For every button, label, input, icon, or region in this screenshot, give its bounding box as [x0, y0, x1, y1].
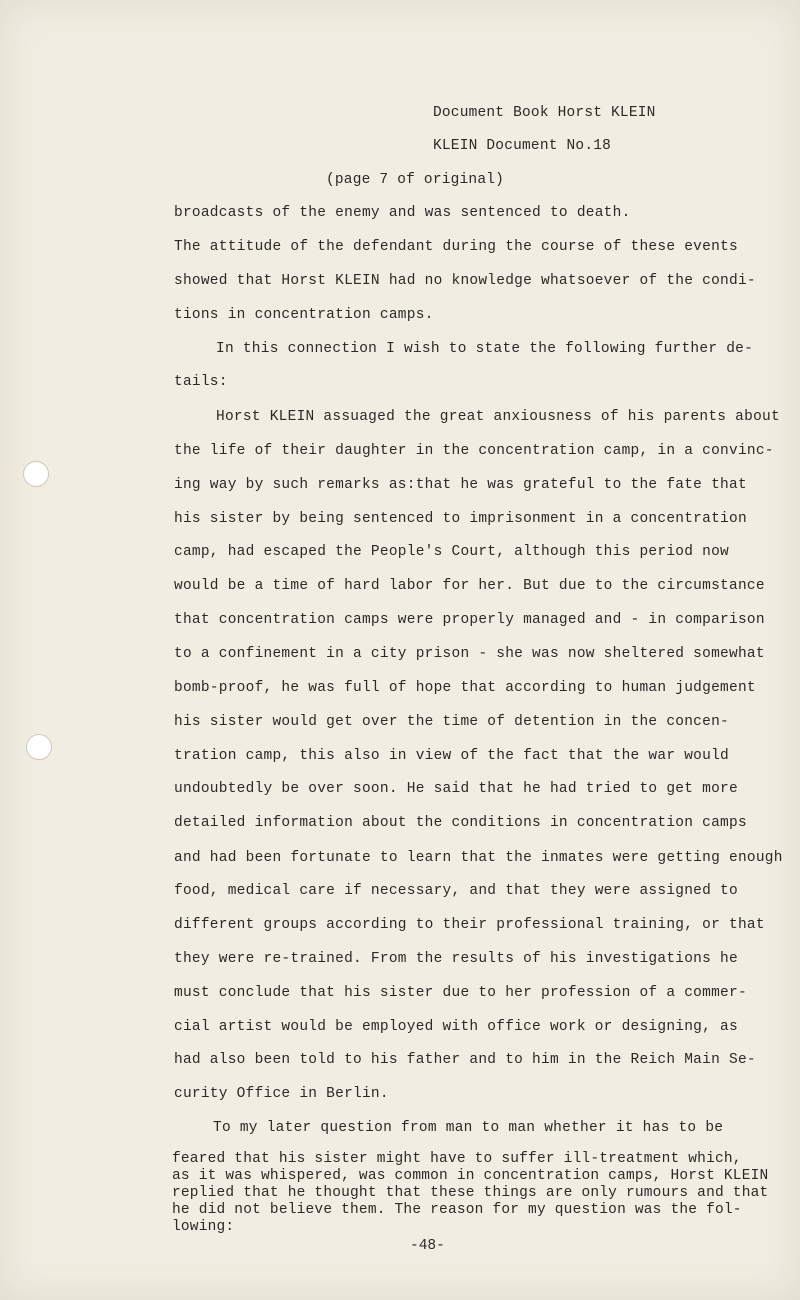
text-line: camp, had escaped the People's Court, although this period now	[174, 544, 729, 560]
text-line: tration camp, this also in view of the fact that the war would	[174, 748, 729, 764]
text-line: undoubtedly be over soon. He said that he had tried to get more	[174, 781, 738, 797]
punch-hole-bottom	[26, 734, 52, 760]
text-line: feared that his sister might have to suffer ill-treatment which,	[172, 1151, 742, 1167]
text-line: The attitude of the defendant during the course of these events	[174, 239, 738, 255]
document-number: KLEIN Document No.18	[433, 138, 612, 154]
text-line: would be a time of hard labor for her. But due to the circumstance	[174, 578, 765, 594]
text-line: tails:	[174, 374, 228, 390]
text-line: the life of their daughter in the concentration camp, in a convinc-	[174, 443, 774, 459]
text-line: broadcasts of the enemy and was sentenced to death.	[174, 205, 631, 221]
text-line: had also been told to his father and to him in the Reich Main Se-	[174, 1052, 756, 1068]
document-book-title: Document Book Horst KLEIN	[433, 105, 656, 121]
text-line: cial artist would be employed with office work or designing, as	[174, 1019, 738, 1035]
text-line: lowing:	[172, 1219, 235, 1235]
text-line: his sister by being sentenced to imprisonment in a concentration	[174, 511, 747, 527]
text-line: ing way by such remarks as:that he was grateful to the fate that	[174, 477, 747, 493]
text-line: must conclude that his sister due to her profession of a commer-	[174, 985, 747, 1001]
text-line: In this connection I wish to state the following further de-	[216, 341, 754, 357]
text-line: replied that he thought that these things are only rumours and that	[172, 1185, 769, 1201]
text-line: they were re-trained. From the results of his investigations he	[174, 951, 738, 967]
text-line: Horst KLEIN assuaged the great anxiousness of his parents about	[216, 409, 780, 425]
text-line: food, medical care if necessary, and that they were assigned to	[174, 883, 738, 899]
text-line: curity Office in Berlin.	[174, 1086, 389, 1102]
text-line: detailed information about the conditions in concentration camps	[174, 815, 747, 831]
text-line: showed that Horst KLEIN had no knowledge whatsoever of the condi-	[174, 273, 756, 289]
text-line: he did not believe them. The reason for my question was the fol-	[172, 1202, 742, 1218]
text-line: tions in concentration camps.	[174, 307, 434, 323]
page-number: -48-	[410, 1238, 445, 1254]
text-line: to a confinement in a city prison - she was now sheltered somewhat	[174, 646, 765, 662]
punch-hole-top	[23, 461, 49, 487]
text-line: and had been fortunate to learn that the inmates were getting enough	[174, 850, 783, 866]
original-page-note: (page 7 of original)	[326, 172, 505, 188]
text-line: his sister would get over the time of detention in the concen-	[174, 714, 729, 730]
text-line: different groups according to their professional training, or that	[174, 917, 765, 933]
text-line: bomb-proof, he was full of hope that according to human judgement	[174, 680, 756, 696]
text-line: that concentration camps were properly managed and - in comparison	[174, 612, 765, 628]
text-line: as it was whispered, was common in concentration camps, Horst KLEIN	[172, 1168, 769, 1184]
text-line: To my later question from man to man whether it has to be	[213, 1120, 724, 1136]
